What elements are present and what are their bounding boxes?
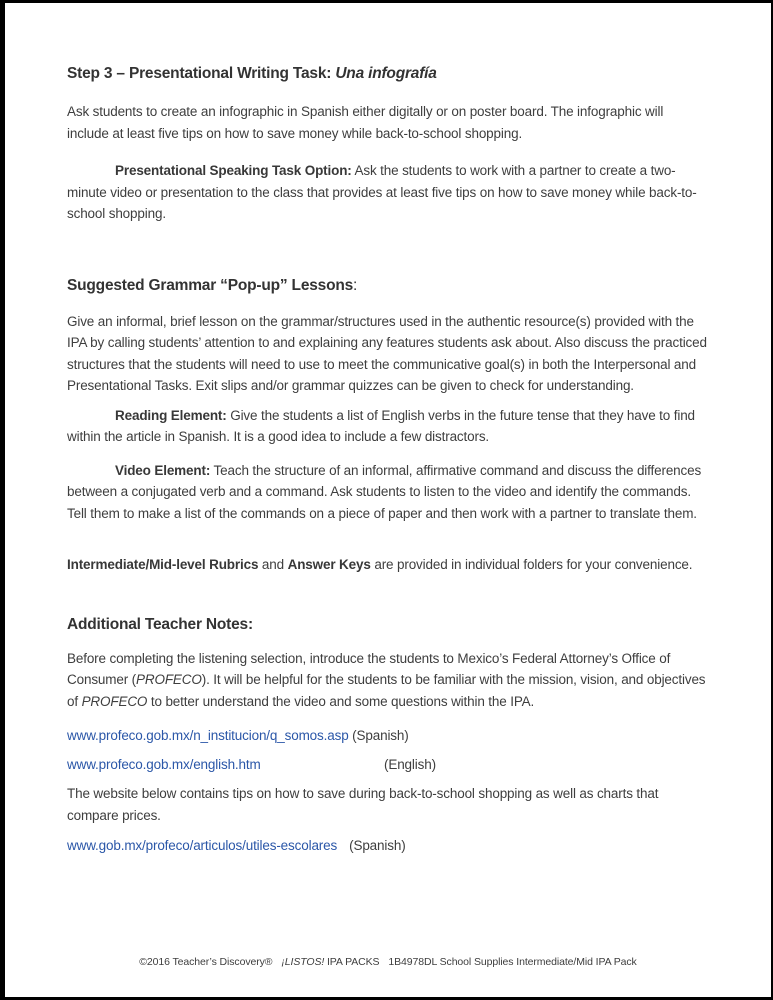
step3-heading-main: Step 3 – Presentational Writing Task: — [67, 65, 336, 82]
speaking-option-paragraph — [67, 160, 707, 225]
rubrics-mid-text: and — [258, 557, 288, 572]
notes-text-3: to better understand the video and some questions within the IPA. — [147, 693, 535, 709]
page-content — [5, 63, 771, 857]
grammar-lessons-heading-colon: : — [353, 276, 358, 294]
profeco-spanish-link-row — [67, 725, 707, 747]
profeco-english-link-column — [67, 754, 384, 776]
utiles-escolares-link[interactable]: www.gob.mx/profeco/articulos/utiles-escolares — [67, 838, 338, 853]
rubrics-paragraph — [67, 554, 707, 576]
profeco-spanish-link[interactable]: www.profeco.gob.mx/n_institucion/q_somos.asp — [67, 728, 349, 743]
reading-element-label: Reading Element: — [115, 407, 227, 423]
profeco-english-link[interactable]: www.profeco.gob.mx/english.htm — [67, 756, 261, 772]
video-element-paragraph — [67, 460, 707, 525]
step3-heading — [67, 63, 707, 85]
teacher-notes-paragraph — [67, 648, 707, 713]
reading-element-paragraph — [67, 405, 707, 448]
page-footer — [5, 955, 771, 969]
speaking-option-label: Presentational Speaking Task Option: — [115, 163, 352, 178]
step3-heading-spanish-title: Una infografía — [335, 65, 437, 82]
profeco-english-link-row — [67, 754, 707, 776]
profeco-name-1: PROFECO — [136, 672, 202, 687]
grammar-body-paragraph: Give an informal, brief lesson on the grammar/structures used in the authentic resource(s) provided with the IPA by calling students’ attention to and explaining any features students ask about. Also discuss the practiced structures that the students will need to use to meet the communicative goal(s) in both the Interpersonal and Presentational Tasks. Exit slips and/or grammar quizzes can be given to check for understanding. — [67, 313, 707, 393]
answer-keys-label: Answer Keys — [287, 557, 371, 572]
notes-text-1: Before completing the listening selection, introduce the students to Mexico’s Federal Attorney’s Office of Consumer ( — [67, 650, 671, 687]
rubrics-rest-text: are provided in individual folders for your convenience. — [370, 557, 693, 572]
additional-teacher-notes-heading: Additional Teacher Notes: — [67, 615, 253, 633]
footer-copyright: ©2016 Teacher’s Discovery® — [139, 956, 273, 968]
video-element-text: Teach the structure of an informal, affirmative command and discuss the differences between a conjugated verb and a command. Ask students to listen to the video and identify the commands. Tell them to make a list of the commands on a piece of paper and then work with a partner to translate them. — [67, 462, 702, 521]
reading-element-text: Give the students a list of English verbs in the future tense that they have to find within the article in Spanish. It is a good idea to include a few distractors. — [67, 407, 695, 444]
profeco-english-link-language-label: (English) — [384, 756, 436, 772]
grammar-lessons-heading — [67, 275, 707, 297]
footer-brand-name: ¡LISTOS! — [281, 956, 325, 968]
footer-product-id: 1B4978DL School Supplies Intermediate/Mid IPA Pack — [388, 956, 637, 968]
utiles-escolares-link-row — [67, 835, 707, 857]
rubrics-label: Intermediate/Mid-level Rubrics — [67, 557, 259, 572]
profeco-name-2: PROFECO — [81, 693, 148, 709]
grammar-lessons-heading-text: Suggested Grammar “Pop-up” Lessons — [67, 276, 354, 294]
footer-brand-suffix: IPA PACKS — [324, 956, 380, 968]
step3-intro-paragraph: Ask students to create an infographic in Spanish either digitally or on poster board. The infographic will include at least five tips on how to save money while back-to-school shopping. — [67, 104, 664, 141]
utiles-escolares-link-language-label: (Spanish) — [349, 838, 406, 853]
speaking-option-text: Ask the students to work with a partner to create a two-minute video or presentation to the class that provides at least five tips on how to save money while back-to-school shopping. — [67, 163, 697, 221]
profeco-spanish-link-language-label: (Spanish) — [352, 728, 409, 743]
notes-text-2: ). It will be helpful for the students to be familiar with the mission, vision, and objectives of — [67, 672, 706, 709]
video-element-label: Video Element: — [115, 462, 211, 478]
footer-brand — [281, 956, 379, 968]
website-note-paragraph: The website below contains tips on how to save during back-to-school shopping as well as charts that compare prices. — [67, 786, 659, 823]
